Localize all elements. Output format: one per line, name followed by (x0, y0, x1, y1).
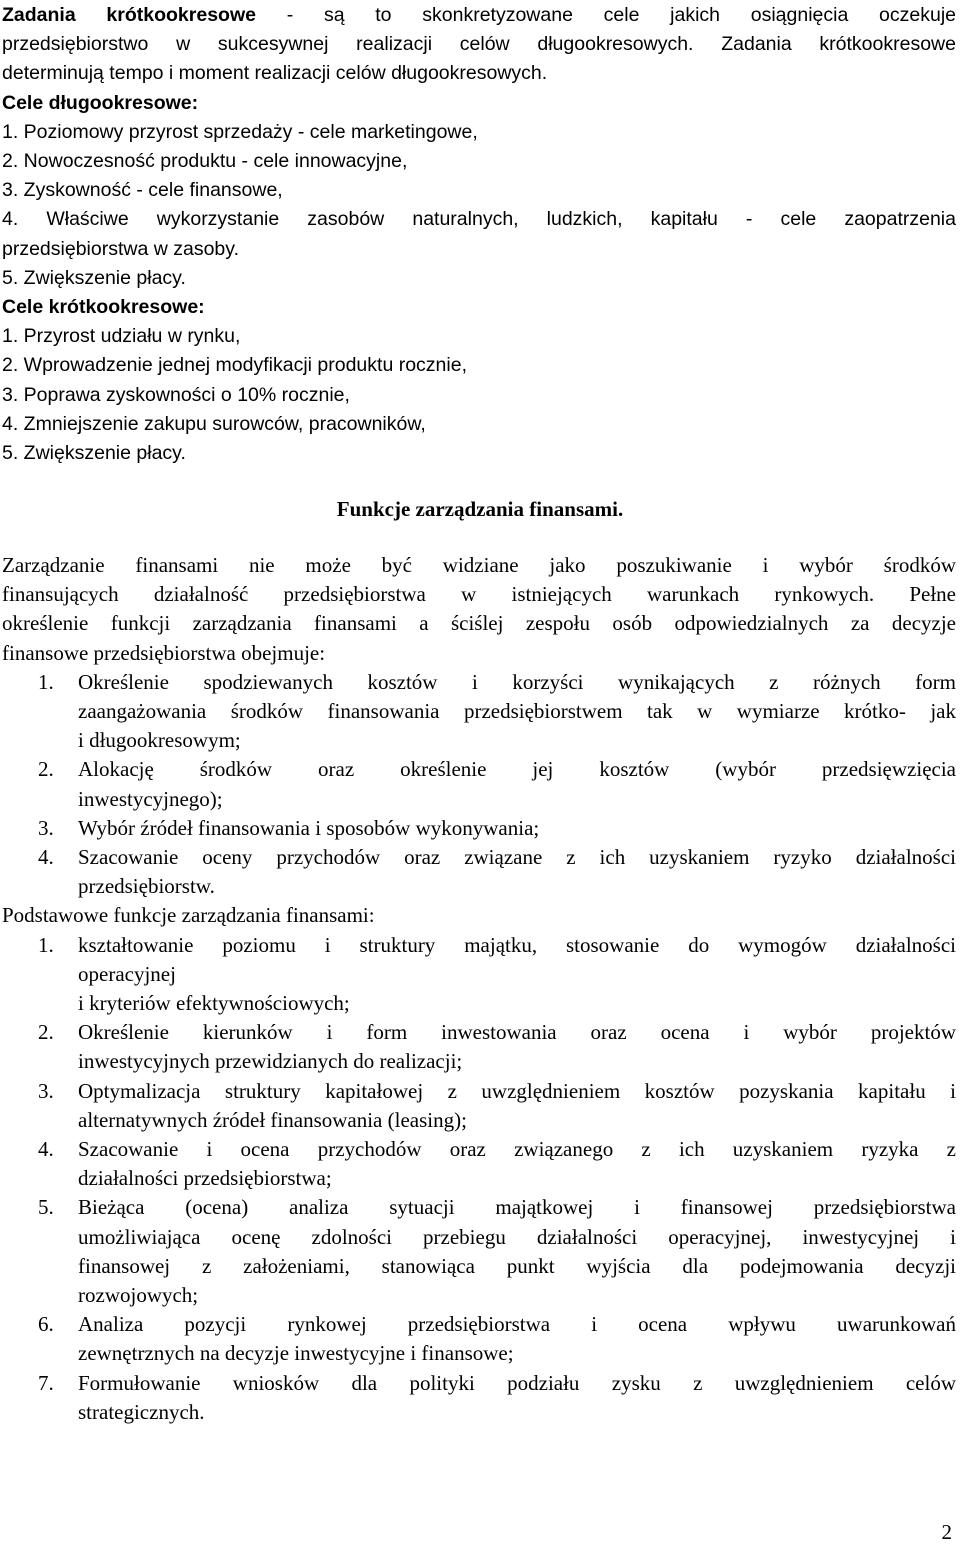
list-item: 7. Formułowanie wniosków dla polityki podziału zysku z uwzględnieniem celów strategicznych. (38, 1370, 956, 1424)
short-term-goals-heading: Cele krótkookresowe: (2, 296, 205, 319)
list-item: 4. Szacowanie oceny przychodów oraz związane z ich uzyskaniem ryzyko działalności przedsiębiorstw. (38, 845, 956, 899)
long-term-goals-heading: Cele długookresowe: (2, 91, 199, 114)
section-heading: Funkcje zarządzania finansami. (336, 497, 624, 521)
list-item: 4. Szacowanie i ocena przychodów oraz związanego z ich uzyskaniem ryzyka z działalności przedsiębiorstwa; (38, 1137, 956, 1191)
short-goal-item: 1. Przyrost udziału w rynku, (2, 325, 241, 348)
list-number: 7. (38, 1370, 54, 1395)
list-item: 3. Wybór źródeł finansowania i sposobów wykonywania; (2, 814, 956, 843)
list-item: 6. Analiza pozycji rynkowej przedsiębiorstwa i ocena wpływu uwarunkowań zewnętrznych na decyzje inwestycyjne i finansowe; (38, 1312, 956, 1366)
finance-functions-section (2, 551, 956, 1427)
list-number: 6. (38, 1312, 54, 1337)
list-number: 2. (38, 1020, 54, 1045)
list-number: 2. (38, 757, 54, 782)
list-number: 3. (38, 1078, 54, 1103)
long-goal-item: przedsiębiorstwa w zasoby. (2, 237, 239, 260)
list-item: 3. Optymalizacja struktury kapitałowej z uwzględnieniem kosztów pozyskania kapitału i alternatywnych źródeł finansowania (leasing); (38, 1078, 956, 1132)
intro-line-3: determinują tempo i moment realizacji celów długookresowych. (2, 62, 548, 85)
list-number: 3. (38, 815, 54, 840)
long-goal-item: 3. Zyskowność - cele finansowe, (2, 179, 283, 202)
paragraph-line: finansowe przedsiębiorstwa obejmuje: (2, 640, 326, 665)
list-number: 4. (38, 845, 54, 870)
long-goal-item: 5. Zwiększenie płacy. (2, 266, 186, 289)
long-goal-item: 1. Poziomowy przyrost sprzedaży - cele marketingowe, (2, 120, 478, 143)
short-goal-item: 5. Zwiększenie płacy. (2, 442, 186, 465)
list-number: 5. (38, 1195, 54, 1220)
short-goal-item: 2. Wprowadzenie jednej modyfikacji produktu rocznie, (2, 354, 467, 377)
paragraph-line: Zarządzanie finansami nie może być widziane jako poszukiwanie i wybór środków (2, 553, 956, 577)
list-number: 4. (38, 1137, 54, 1162)
list-number: 1. (38, 932, 54, 957)
short-goal-item: 3. Poprawa zyskowności o 10% rocznie, (2, 383, 350, 406)
list-item: 5. Bieżąca (ocena) analiza sytuacji majątkowej i finansowej przedsiębiorstwa umożliwiająca ocenę zdolności przebiegu działalności operacyjnej, inwestycyjnej i finansowej z założeniami, stanowiąca punkt wyjścia dla podejmowania decyzji rozwojowych; (38, 1195, 956, 1308)
basic-functions-heading: Podstawowe funkcje zarządzania finansami: (2, 903, 375, 928)
paragraph-line: określenie funkcji zarządzania finansami a ściślej zespołu osób odpowiedzialnych za decyzje (2, 611, 956, 636)
goals-section (2, 0, 956, 468)
intro-line-1: Zadania krótkookresowe - są to skonkretyzowane cele jakich osiągnięcia oczekuje (2, 4, 956, 26)
short-goal-item: 4. Zmniejszenie zakupu surowców, pracowników, (2, 412, 426, 435)
list-item: 1. Określenie spodziewanych kosztów i korzyści wynikających z różnych form zaangażowania środków finansowania przedsiębiorstwem tak w wymiarze krótko- jak i długookresowym; (38, 669, 956, 753)
long-goal-item: 4. Właściwe wykorzystanie zasobów naturalnych, ludzkich, kapitału - cele zaopatrzenia (2, 208, 956, 231)
intro-bold-term: Zadania krótkookresowe (2, 4, 256, 26)
paragraph-line: finansujących działalność przedsiębiorstwa w istniejących warunkach rynkowych. Pełne (2, 582, 956, 607)
list-item: 2. Określenie kierunków i form inwestowania oraz ocena i wybór projektów inwestycyjnych przewidzianych do realizacji; (38, 1020, 956, 1074)
long-goal-item: 2. Nowoczesność produktu - cele innowacyjne, (2, 150, 408, 173)
page-number: 2 (941, 1520, 952, 1544)
list-item: 2. Alokację środków oraz określenie jej kosztów (wybór przedsięwzięcia inwestycyjnego); (38, 757, 956, 811)
intro-line-2: przedsiębiorstwo w sukcesywnej realizacji celów długookresowych. Zadania krótkookresowe (2, 33, 956, 56)
list-number: 1. (38, 669, 54, 694)
list-item: 1. kształtowanie poziomu i struktury majątku, stosowanie do wymogów działalności operacyjnej i kryteriów efektywnościowych; (38, 932, 956, 1016)
